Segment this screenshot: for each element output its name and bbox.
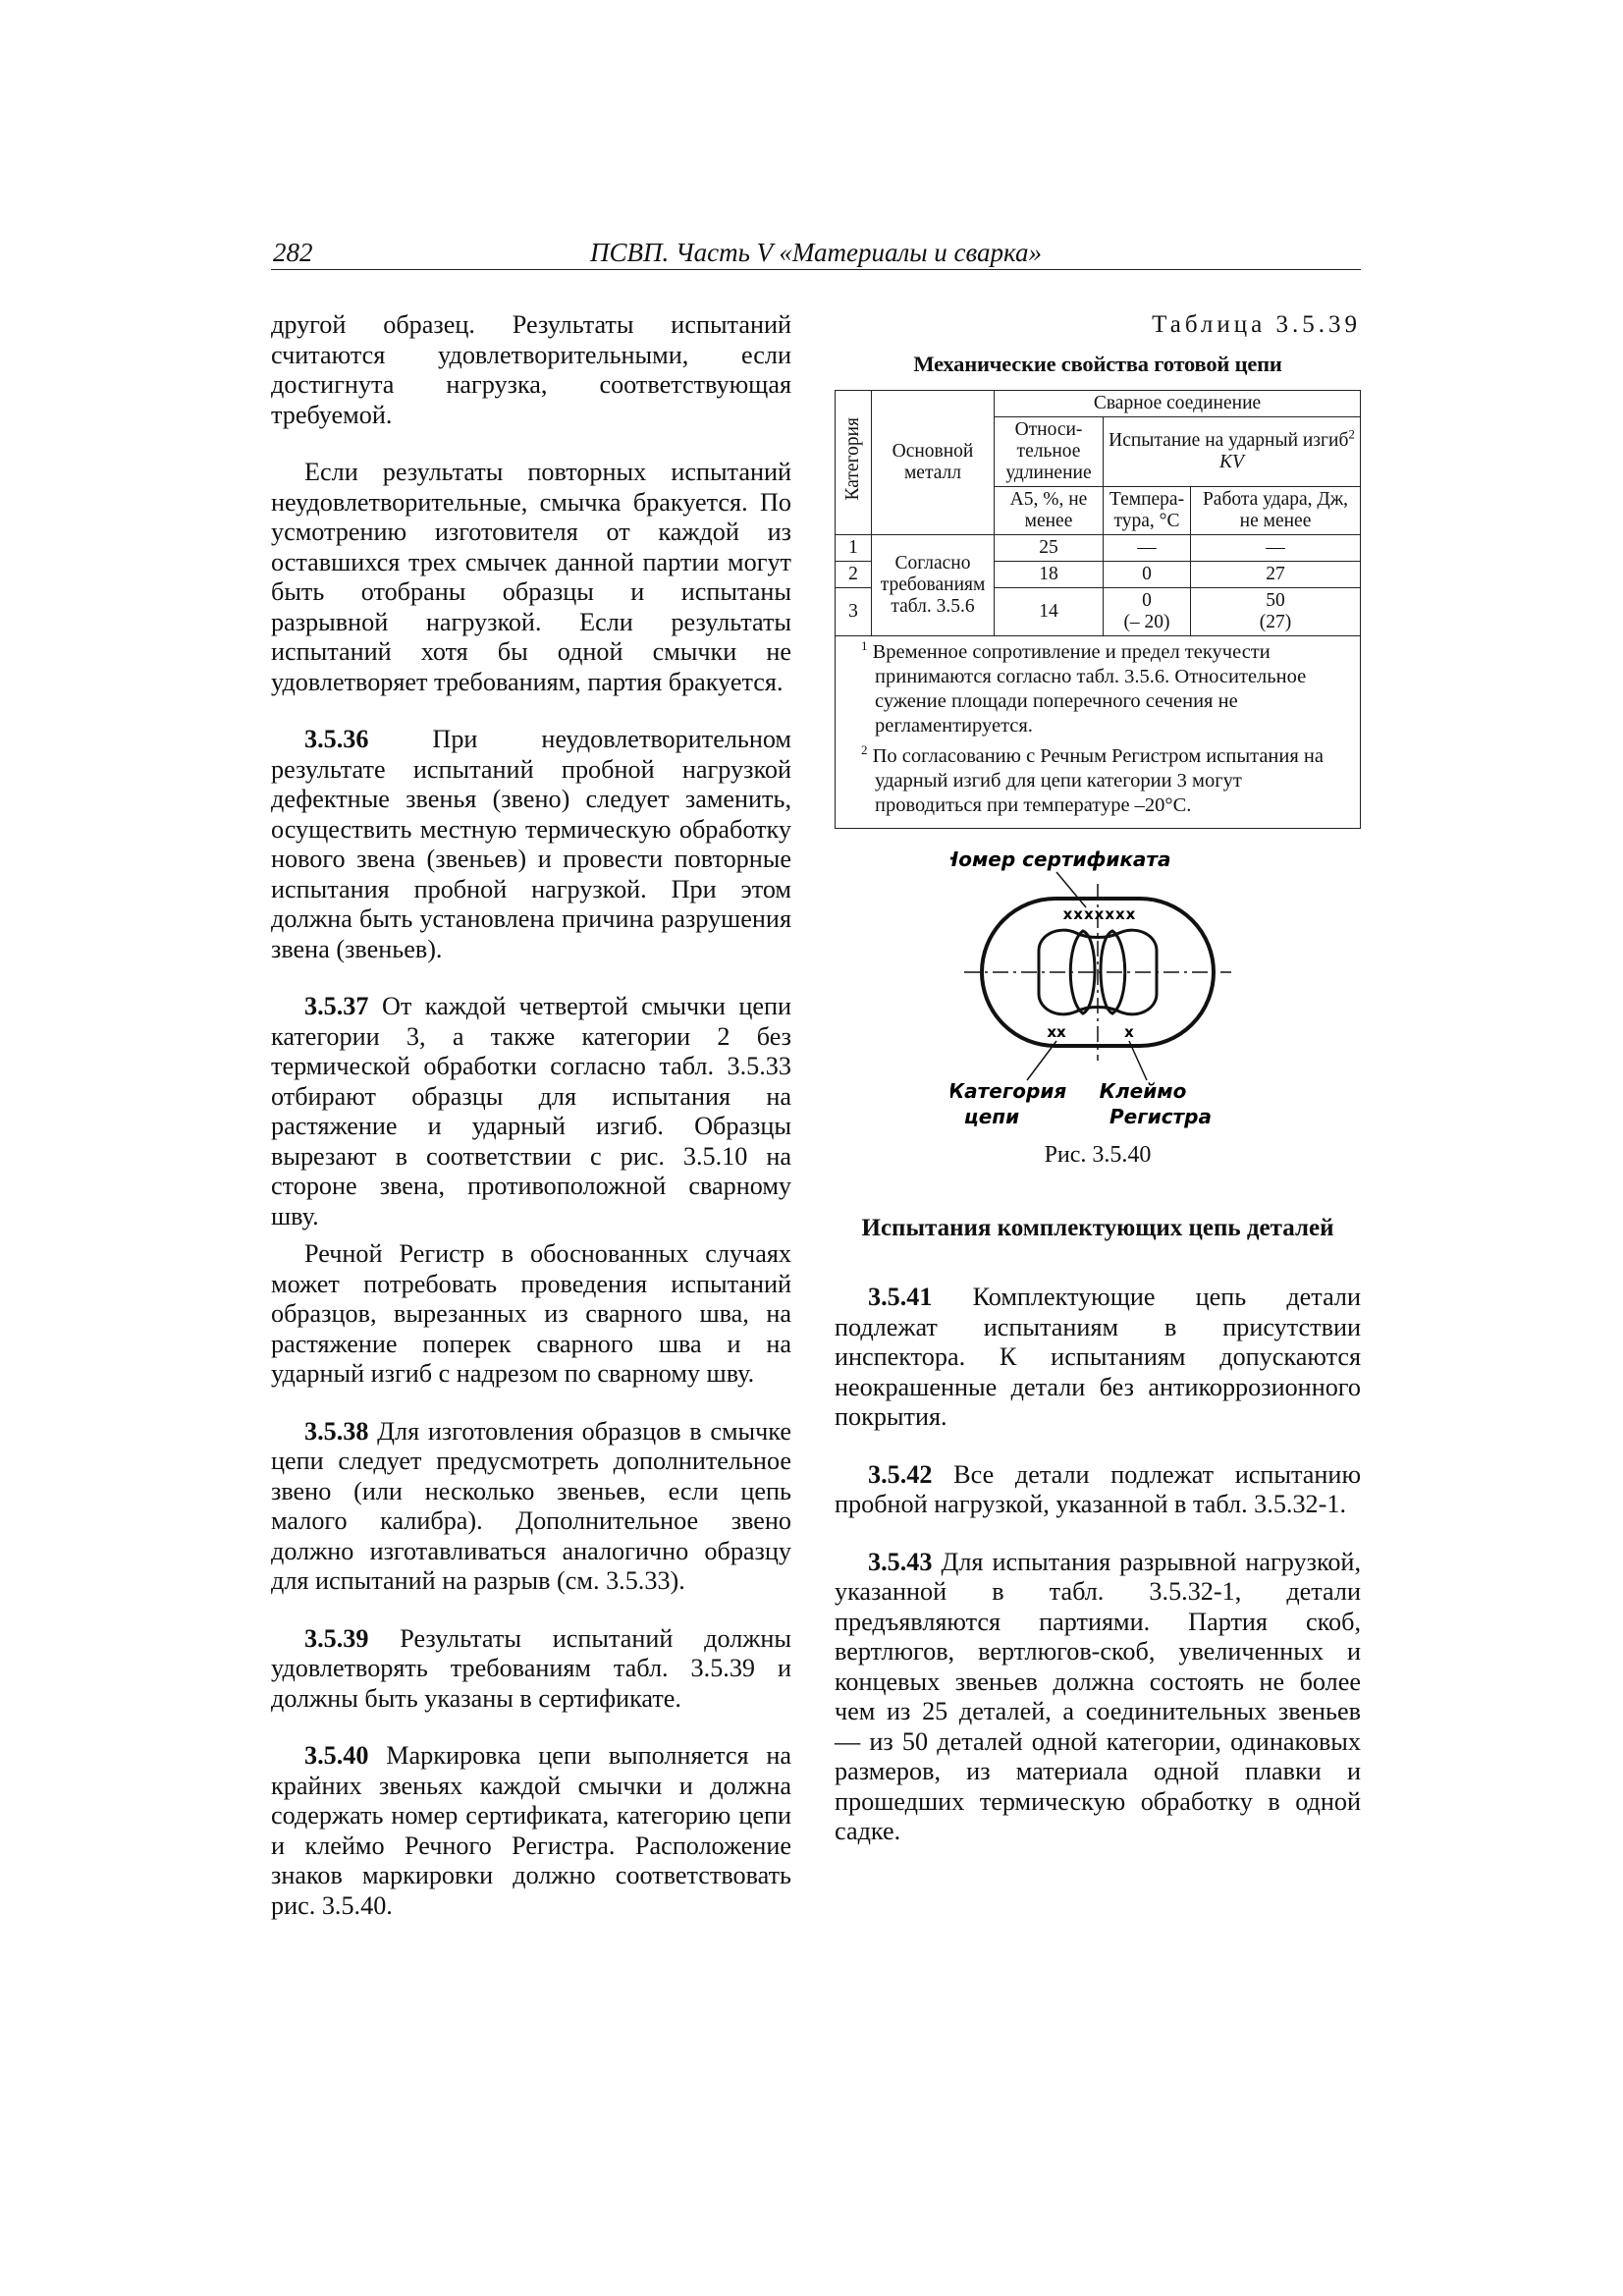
label-register: Клеймо	[1099, 1078, 1187, 1103]
clause-number: 3.5.40	[304, 1741, 369, 1770]
label-category: Категория	[950, 1078, 1067, 1103]
figure-3-5-40	[835, 845, 1361, 1171]
clause-text: От каждой четвертой смычки цепи категории 3, а также категории 2 без термической обработки согласно табл. 3.5.33 отбирают образцы для испытания на растяжение и ударный изгиб. Образцы вырезают в соответствии с рис. 3.5.10 на стороне звена, противоположной сварному шву.	[271, 992, 791, 1230]
clause-number: 3.5.43	[868, 1547, 933, 1576]
clause-text: Комплектующие цепь детали подлежат испытаниям в присутствии инспектора. К испытаниям допускаются неокрашенные детали без антикоррозионного покрытия.	[835, 1283, 1361, 1431]
table-row	[836, 534, 1361, 561]
cell-impact-work: 27	[1191, 561, 1361, 587]
clause-3-5-38	[271, 1417, 791, 1597]
clause-number: 3.5.39	[304, 1623, 369, 1653]
label-category-2: цепи	[963, 1104, 1020, 1128]
table-header-temperature: Темпера-тура, °C	[1104, 486, 1191, 534]
table-header-base-metal: Основной металл	[872, 390, 995, 534]
clause-text: Результаты испытаний должны удовлетворять требованиям табл. 3.5.39 и должны быть указаны в сертификате.	[271, 1623, 791, 1713]
paragraph: другой образец. Результаты испытаний считаются удовлетворительными, если достигнута нагрузка, соответствующая требуемой.	[271, 310, 791, 429]
table-header-weld: Сварное соединение	[995, 390, 1361, 416]
clause-3-5-39	[271, 1624, 791, 1715]
clause-3-5-41	[835, 1283, 1361, 1433]
cell-category: 2	[836, 561, 872, 587]
label-register-2: Регистра	[1109, 1104, 1212, 1128]
leader-line	[1056, 872, 1086, 907]
clause-number: 3.5.41	[868, 1283, 933, 1311]
table-title: Механические свойства готовой цепи	[913, 352, 1282, 376]
table-header-impact-work: Работа удара, Дж, не менее	[1191, 486, 1361, 534]
clause-number: 3.5.38	[304, 1416, 369, 1446]
clause-text: Для изготовления образцов в смычке цепи следует предусмотреть дополнительное звено (или несколько звеньев, если цепь малого калибра). Дополнительное звено должно изготавливаться аналогично образцу для испытаний на разрыв (см. 3.5.33).	[271, 1416, 792, 1595]
cell-a5: 14	[995, 587, 1104, 635]
paragraph: Если результаты повторных испытаний неудовлетворительные, смычка бракуется. По усмотрению изготовителя от каждой из оставшихся трех смычек данной партии могут быть отобраны образцы и испытаны разрывной нагрузкой. Если результаты испытаний хотя бы одной смычки не удовлетворяет требованиям, партия бракуется.	[271, 458, 791, 696]
label-certificate-number: Номер сертификата	[950, 847, 1171, 871]
footnote-2: $^2$ По согласованию с Речным Регистром испытания на ударный изгиб для цепи категории 3 могут проводиться при температуре –20°C.	[861, 741, 1324, 816]
paragraph: Речной Регистр в обоснованных случаях может потребовать проведения испытаний образцов, вырезанных из сварного шва, на растяжение поперек сварного шва и на ударный изгиб с надрезом по сварному шву.	[271, 1239, 791, 1388]
running-title: ПСВП. Часть V «Материалы и сварка»	[589, 238, 1042, 267]
section-heading: Испытания комплектующих цепь деталей	[861, 1214, 1334, 1241]
clause-number: 3.5.36	[304, 725, 369, 753]
cell-temperature: —	[1104, 534, 1191, 561]
cell-impact-work: 50 (27)	[1191, 587, 1361, 635]
chain-link-marking-diagram	[950, 845, 1245, 1129]
clause-3-5-42	[835, 1460, 1361, 1520]
table-footnotes	[836, 635, 1361, 828]
clause-number: 3.5.37	[304, 992, 369, 1020]
page-header	[271, 238, 1361, 270]
category-mark: хх	[1047, 1022, 1066, 1041]
cell-temperature: 0 (– 20)	[1104, 587, 1191, 635]
table-header-elongation: Относи-тельное удлинение	[995, 416, 1104, 486]
table-header-impact: Испытание на ударный изгиб$^2$ KV	[1104, 416, 1361, 486]
cell-temperature: 0	[1104, 561, 1191, 587]
figure-caption: Рис. 3.5.40	[1044, 1142, 1152, 1168]
clause-3-5-36	[271, 725, 791, 964]
table-header-a5: A5, %, не менее	[995, 486, 1104, 534]
clause-text: Для испытания разрывной нагрузкой, указанной в табл. 3.5.32-1, детали предъявляются партиями. Партия скоб, вертлюгов, вертлюгов-скоб, увеличенных и концевых звеньев должна состоять не более чем из 25 деталей, а соединительных звеньев — из 50 деталей одной категории, одинаковых размеров, из материала одной плавки и прошедших термическую обработку в одной садке.	[835, 1547, 1361, 1845]
table-header-category: Категория	[836, 390, 872, 534]
clause-3-5-40	[271, 1741, 791, 1921]
certificate-mark: ххххххх	[1062, 904, 1137, 923]
left-column	[271, 310, 791, 1948]
clause-number: 3.5.42	[868, 1459, 933, 1489]
clause-text: Маркировка цепи выполняется на крайних звеньях каждой смычки и должна содержать номер сертификата, категорию цепи и клеймо Речного Регистра. Расположение знаков маркировки должно соответствовать рис. 3.5.40.	[271, 1741, 792, 1920]
clause-text: Все детали подлежат испытанию пробной нагрузкой, указанной в табл. 3.5.32-1.	[835, 1459, 1362, 1518]
table-caption: Таблица 3.5.39	[1152, 311, 1361, 338]
clause-3-5-37	[271, 992, 791, 1231]
cell-impact-work: —	[1191, 534, 1361, 561]
cell-a5: 25	[995, 534, 1104, 561]
clause-3-5-43	[835, 1548, 1361, 1847]
register-mark: х	[1124, 1022, 1134, 1041]
leader-line	[1027, 1041, 1056, 1080]
cell-a5: 18	[995, 561, 1104, 587]
cell-base-metal: Согласно требованиям табл. 3.5.6	[872, 534, 995, 635]
footnote-1: $^1$ Временное сопротивление и предел текучести принимаются согласно табл. 3.5.6. Относительное сужение площади поперечного сечения не регламентируется.	[861, 637, 1307, 737]
mechanical-properties-table	[835, 390, 1361, 829]
cell-category: 3	[836, 587, 872, 635]
right-column	[835, 310, 1361, 1875]
clause-text: При неудовлетворительном результате испытаний пробной нагрузкой дефектные звенья (звено) следует заменить, осуществить местную термическую обработку нового звена (звеньев) и провести повторные испытания пробной нагрузкой. При этом должна быть установлена причина разрушения звена (звеньев).	[271, 725, 792, 963]
cell-category: 1	[836, 534, 872, 561]
page-number: 282	[273, 238, 313, 267]
